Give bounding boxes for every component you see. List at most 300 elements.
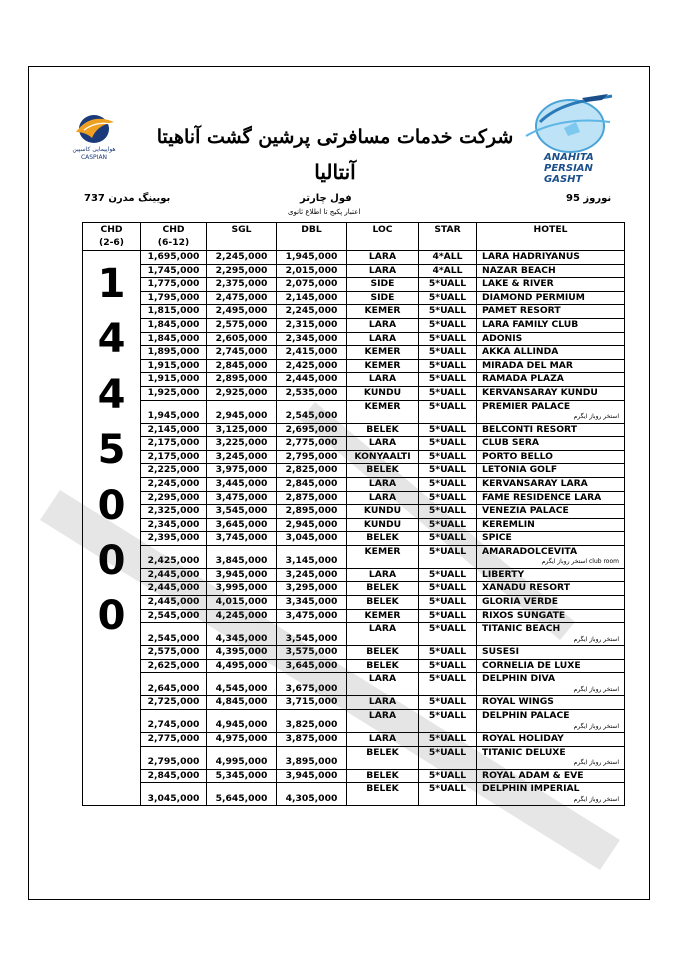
chd-6-12-price: 2,445,000 bbox=[141, 596, 207, 610]
infant-price-digit: 0 bbox=[97, 593, 126, 640]
star-rating: 5*UALL bbox=[419, 423, 477, 437]
table-row bbox=[83, 696, 625, 710]
hotel-name: FAME RESIDENCE LARA bbox=[482, 491, 602, 503]
double-price: 3,675,000 bbox=[277, 673, 347, 696]
chd-6-12-price: 2,775,000 bbox=[141, 733, 207, 747]
double-price: 2,825,000 bbox=[277, 464, 347, 478]
location: LARA bbox=[347, 318, 419, 332]
single-price: 2,475,000 bbox=[207, 291, 277, 305]
location: LARA bbox=[347, 673, 419, 696]
location: KEMER bbox=[347, 400, 419, 423]
star-rating: 4*ALL bbox=[419, 251, 477, 265]
anahita-agency-logo bbox=[520, 92, 620, 185]
star-rating: 5*UALL bbox=[419, 386, 477, 400]
chd-6-12-price: 2,325,000 bbox=[141, 505, 207, 519]
hotel-name-cell bbox=[477, 346, 625, 360]
double-price: 2,845,000 bbox=[277, 477, 347, 491]
chd-6-12-price: 2,295,000 bbox=[141, 491, 207, 505]
double-price: 2,425,000 bbox=[277, 359, 347, 373]
hotel-note: استخر روباز ایگرم bbox=[573, 413, 619, 421]
table-row bbox=[83, 346, 625, 360]
hotel-name: SUSESI bbox=[482, 646, 520, 658]
hotel-name-cell bbox=[477, 646, 625, 660]
chd-6-12-price: 2,745,000 bbox=[141, 710, 207, 733]
chd-6-12-price: 2,545,000 bbox=[141, 623, 207, 646]
location: LARA bbox=[347, 437, 419, 451]
star-rating: 5*UALL bbox=[419, 733, 477, 747]
table-row bbox=[83, 491, 625, 505]
chd-6-12-price: 1,895,000 bbox=[141, 346, 207, 360]
infant-price-digit: 0 bbox=[97, 538, 126, 585]
hotel-name-cell bbox=[477, 696, 625, 710]
star-rating: 5*UALL bbox=[419, 477, 477, 491]
chd-6-12-price: 2,145,000 bbox=[141, 423, 207, 437]
star-rating: 5*UALL bbox=[419, 305, 477, 319]
double-price: 3,295,000 bbox=[277, 582, 347, 596]
table-row bbox=[83, 609, 625, 623]
chd-6-12-price: 2,725,000 bbox=[141, 696, 207, 710]
chd-6-12-price: 1,795,000 bbox=[141, 291, 207, 305]
table-row bbox=[83, 305, 625, 319]
hotel-name: LAKE & RIVER bbox=[482, 278, 554, 290]
table-row bbox=[83, 477, 625, 491]
infant-price-digit: 5 bbox=[97, 427, 126, 474]
star-rating: 5*UALL bbox=[419, 532, 477, 546]
double-price: 2,245,000 bbox=[277, 305, 347, 319]
chd-6-12-price: 2,625,000 bbox=[141, 659, 207, 673]
agency-brand-text: ANAHITA PERSIAN GASHT bbox=[544, 152, 594, 185]
table-row bbox=[83, 673, 625, 696]
single-price: 3,445,000 bbox=[207, 477, 277, 491]
hotel-name: CLUB SERA bbox=[482, 437, 540, 449]
single-price: 3,845,000 bbox=[207, 545, 277, 568]
double-price: 2,345,000 bbox=[277, 332, 347, 346]
airline-name-fa: هواپیمایی کاسپین bbox=[72, 146, 116, 153]
company-title: شرکت خدمات مسافرتی پرشین گشت آناهیتا bbox=[156, 126, 514, 148]
double-price: 3,575,000 bbox=[277, 646, 347, 660]
location: LARA bbox=[347, 332, 419, 346]
location: BELEK bbox=[347, 746, 419, 769]
airline-bird-icon bbox=[66, 112, 122, 146]
single-price: 2,375,000 bbox=[207, 278, 277, 292]
hotel-name: ROYAL WINGS bbox=[482, 696, 554, 708]
hotel-name-cell bbox=[477, 532, 625, 546]
location: BELEK bbox=[347, 423, 419, 437]
location: BELEK bbox=[347, 596, 419, 610]
table-row bbox=[83, 545, 625, 568]
double-price: 3,945,000 bbox=[277, 769, 347, 783]
location: KEMER bbox=[347, 359, 419, 373]
single-price: 4,945,000 bbox=[207, 710, 277, 733]
hotel-name-cell bbox=[477, 264, 625, 278]
table-row bbox=[83, 359, 625, 373]
location: BELEK bbox=[347, 646, 419, 660]
hotel-name: TITANIC BEACH bbox=[482, 623, 561, 635]
location: BELEK bbox=[347, 783, 419, 806]
location: LARA bbox=[347, 710, 419, 733]
hotel-name-cell bbox=[477, 386, 625, 400]
star-rating: 5*UALL bbox=[419, 373, 477, 387]
star-rating: 5*UALL bbox=[419, 746, 477, 769]
double-price: 3,645,000 bbox=[277, 659, 347, 673]
chd-6-12-price: 1,815,000 bbox=[141, 305, 207, 319]
chd-6-12-price: 1,845,000 bbox=[141, 318, 207, 332]
single-price: 2,605,000 bbox=[207, 332, 277, 346]
single-price: 2,925,000 bbox=[207, 386, 277, 400]
hotel-name: RIXOS SUNGATE bbox=[482, 609, 566, 621]
star-rating: 5*UALL bbox=[419, 568, 477, 582]
single-price: 4,995,000 bbox=[207, 746, 277, 769]
chd-6-12-price: 2,175,000 bbox=[141, 450, 207, 464]
hotel-name-cell bbox=[477, 733, 625, 747]
hotel-name: TITANIC DELUXE bbox=[482, 746, 566, 758]
hotel-price-table bbox=[82, 222, 625, 806]
chd-6-12-price: 2,225,000 bbox=[141, 464, 207, 478]
infant-price-cell bbox=[83, 251, 141, 806]
table-row bbox=[83, 450, 625, 464]
single-price: 4,245,000 bbox=[207, 609, 277, 623]
hotel-name: AMARADOLCEVITA bbox=[482, 545, 578, 557]
star-rating: 5*UALL bbox=[419, 518, 477, 532]
hotel-name-cell bbox=[477, 251, 625, 265]
double-price: 2,145,000 bbox=[277, 291, 347, 305]
single-price: 2,495,000 bbox=[207, 305, 277, 319]
star-rating: 5*UALL bbox=[419, 582, 477, 596]
airline-name-en: CASPIAN bbox=[80, 154, 108, 161]
table-row bbox=[83, 733, 625, 747]
table-row bbox=[83, 386, 625, 400]
double-price: 3,045,000 bbox=[277, 532, 347, 546]
double-price: 3,345,000 bbox=[277, 596, 347, 610]
star-rating: 5*UALL bbox=[419, 400, 477, 423]
single-price: 4,395,000 bbox=[207, 646, 277, 660]
table-row bbox=[83, 783, 625, 806]
location: KEMER bbox=[347, 305, 419, 319]
table-row bbox=[83, 518, 625, 532]
single-price: 3,225,000 bbox=[207, 437, 277, 451]
location: KUNDU bbox=[347, 518, 419, 532]
hotel-name-cell bbox=[477, 423, 625, 437]
star-rating: 5*UALL bbox=[419, 346, 477, 360]
hotel-name-cell bbox=[477, 332, 625, 346]
caspian-airline-logo bbox=[66, 112, 122, 162]
hotel-name-cell bbox=[477, 464, 625, 478]
single-price: 4,495,000 bbox=[207, 659, 277, 673]
double-price: 2,015,000 bbox=[277, 264, 347, 278]
hotel-note: استخر روباز ایگرم bbox=[573, 635, 619, 643]
hotel-name: XANADU RESORT bbox=[482, 582, 570, 594]
chd-6-12-price: 2,795,000 bbox=[141, 746, 207, 769]
hotel-name-cell bbox=[477, 659, 625, 673]
hotel-name: DELPHIN DIVA bbox=[482, 673, 556, 685]
table-row bbox=[83, 264, 625, 278]
location: KUNDU bbox=[347, 386, 419, 400]
infant-price-digit: 4 bbox=[97, 371, 126, 418]
hotel-name-cell bbox=[477, 518, 625, 532]
chd-6-12-price: 1,845,000 bbox=[141, 332, 207, 346]
hotel-name-cell bbox=[477, 710, 625, 733]
star-rating: 5*UALL bbox=[419, 437, 477, 451]
single-price: 5,645,000 bbox=[207, 783, 277, 806]
table-row bbox=[83, 278, 625, 292]
star-rating: 5*UALL bbox=[419, 596, 477, 610]
single-price: 2,745,000 bbox=[207, 346, 277, 360]
double-price: 3,895,000 bbox=[277, 746, 347, 769]
hotel-name-cell bbox=[477, 545, 625, 568]
infant-price-digit: 4 bbox=[97, 316, 126, 363]
flight-type-label: فول چارتر bbox=[300, 193, 352, 204]
chd-6-12-price: 2,345,000 bbox=[141, 518, 207, 532]
double-price: 2,075,000 bbox=[277, 278, 347, 292]
hotel-name-cell bbox=[477, 491, 625, 505]
single-price: 2,245,000 bbox=[207, 251, 277, 265]
col-header-dbl: DBL bbox=[277, 223, 347, 251]
location: BELEK bbox=[347, 769, 419, 783]
location: LARA bbox=[347, 568, 419, 582]
location: SIDE bbox=[347, 278, 419, 292]
hotel-name: LARA HADRIYANUS bbox=[482, 251, 580, 262]
infant-price-digit: 1 bbox=[97, 261, 126, 307]
star-rating: 5*UALL bbox=[419, 464, 477, 478]
location: KEMER bbox=[347, 609, 419, 623]
table-row bbox=[83, 505, 625, 519]
hotel-name: SPICE bbox=[482, 532, 512, 544]
hotel-name: ROYAL HOLIDAY bbox=[482, 733, 564, 745]
col-header-star: STAR bbox=[419, 223, 477, 251]
infant-price-digit: 0 bbox=[97, 482, 126, 529]
single-price: 2,945,000 bbox=[207, 400, 277, 423]
col-header-loc: LOC bbox=[347, 223, 419, 251]
location: BELEK bbox=[347, 532, 419, 546]
double-price: 3,475,000 bbox=[277, 609, 347, 623]
table-row bbox=[83, 623, 625, 646]
hotel-name: NAZAR BEACH bbox=[482, 264, 556, 276]
single-price: 3,545,000 bbox=[207, 505, 277, 519]
single-price: 3,975,000 bbox=[207, 464, 277, 478]
hotel-name-cell bbox=[477, 305, 625, 319]
double-price: 3,715,000 bbox=[277, 696, 347, 710]
single-price: 3,645,000 bbox=[207, 518, 277, 532]
chd-6-12-price: 1,915,000 bbox=[141, 359, 207, 373]
chd-6-12-price: 1,925,000 bbox=[141, 386, 207, 400]
double-price: 3,145,000 bbox=[277, 545, 347, 568]
single-price: 2,895,000 bbox=[207, 373, 277, 387]
chd-6-12-price: 2,575,000 bbox=[141, 646, 207, 660]
location: LARA bbox=[347, 733, 419, 747]
double-price: 2,945,000 bbox=[277, 518, 347, 532]
star-rating: 5*UALL bbox=[419, 696, 477, 710]
single-price: 2,575,000 bbox=[207, 318, 277, 332]
hotel-name-cell bbox=[477, 291, 625, 305]
hotel-name-cell bbox=[477, 568, 625, 582]
double-price: 2,795,000 bbox=[277, 450, 347, 464]
star-rating: 5*UALL bbox=[419, 623, 477, 646]
star-rating: 4*ALL bbox=[419, 264, 477, 278]
chd-6-12-price: 1,695,000 bbox=[141, 251, 207, 265]
table-row bbox=[83, 251, 625, 265]
chd-6-12-price: 2,445,000 bbox=[141, 582, 207, 596]
single-price: 4,545,000 bbox=[207, 673, 277, 696]
location: SIDE bbox=[347, 291, 419, 305]
table-row bbox=[83, 423, 625, 437]
single-price: 3,745,000 bbox=[207, 532, 277, 546]
location: BELEK bbox=[347, 659, 419, 673]
star-rating: 5*UALL bbox=[419, 278, 477, 292]
table-row bbox=[83, 400, 625, 423]
globe-plane-icon bbox=[520, 92, 620, 154]
chd-6-12-price: 2,425,000 bbox=[141, 545, 207, 568]
table-row bbox=[83, 291, 625, 305]
hotel-name-cell bbox=[477, 746, 625, 769]
chd-6-12-price: 1,775,000 bbox=[141, 278, 207, 292]
hotel-name-cell bbox=[477, 359, 625, 373]
hotel-name-cell bbox=[477, 400, 625, 423]
col-header-chd-2-6: CHD (2-6) bbox=[83, 223, 141, 251]
hotel-name: KEREMLIN bbox=[482, 518, 535, 530]
hotel-name-cell bbox=[477, 505, 625, 519]
location: KUNDU bbox=[347, 505, 419, 519]
star-rating: 5*UALL bbox=[419, 359, 477, 373]
chd-6-12-price: 1,915,000 bbox=[141, 373, 207, 387]
star-rating: 5*UALL bbox=[419, 450, 477, 464]
hotel-name: AKKA ALLINDA bbox=[482, 346, 559, 358]
hotel-name-cell bbox=[477, 783, 625, 806]
hotel-name: DELPHIN PALACE bbox=[482, 710, 570, 722]
hotel-name-cell bbox=[477, 596, 625, 610]
location: KEMER bbox=[347, 346, 419, 360]
table-row bbox=[83, 464, 625, 478]
star-rating: 5*UALL bbox=[419, 673, 477, 696]
hotel-name: CORNELIA DE LUXE bbox=[482, 659, 581, 671]
double-price: 2,895,000 bbox=[277, 505, 347, 519]
single-price: 4,845,000 bbox=[207, 696, 277, 710]
table-row bbox=[83, 710, 625, 733]
location: KEMER bbox=[347, 545, 419, 568]
location: LARA bbox=[347, 373, 419, 387]
table-row bbox=[83, 318, 625, 332]
hotel-note: استخر روباز ایگرم bbox=[573, 795, 619, 803]
double-price: 2,315,000 bbox=[277, 318, 347, 332]
star-rating: 5*UALL bbox=[419, 769, 477, 783]
hotel-name: DIAMOND PERMIUM bbox=[482, 291, 585, 303]
chd-6-12-price: 2,545,000 bbox=[141, 609, 207, 623]
hotel-name-cell bbox=[477, 609, 625, 623]
double-price: 2,775,000 bbox=[277, 437, 347, 451]
hotel-name-cell bbox=[477, 437, 625, 451]
single-price: 4,975,000 bbox=[207, 733, 277, 747]
double-price: 2,545,000 bbox=[277, 400, 347, 423]
hotel-name: GLORIA VERDE bbox=[482, 596, 559, 608]
hotel-name: BELCONTI RESORT bbox=[482, 423, 577, 435]
chd-6-12-price: 2,645,000 bbox=[141, 673, 207, 696]
double-price: 3,245,000 bbox=[277, 568, 347, 582]
double-price: 4,305,000 bbox=[277, 783, 347, 806]
location: BELEK bbox=[347, 464, 419, 478]
table-row bbox=[83, 373, 625, 387]
star-rating: 5*UALL bbox=[419, 710, 477, 733]
hotel-name-cell bbox=[477, 450, 625, 464]
table-header-row bbox=[83, 223, 625, 251]
hotel-name: MIRADA DEL MAR bbox=[482, 359, 573, 371]
destination-title: آنتالیا bbox=[314, 160, 356, 184]
location: BELEK bbox=[347, 582, 419, 596]
double-price: 3,875,000 bbox=[277, 733, 347, 747]
hotel-name: KERVANSARAY KUNDU bbox=[482, 386, 598, 398]
table-row bbox=[83, 646, 625, 660]
single-price: 5,345,000 bbox=[207, 769, 277, 783]
star-rating: 5*UALL bbox=[419, 659, 477, 673]
chd-6-12-price: 2,245,000 bbox=[141, 477, 207, 491]
star-rating: 5*UALL bbox=[419, 291, 477, 305]
double-price: 2,875,000 bbox=[277, 491, 347, 505]
single-price: 3,475,000 bbox=[207, 491, 277, 505]
double-price: 1,945,000 bbox=[277, 251, 347, 265]
table-row bbox=[83, 582, 625, 596]
location: KONYAALTI bbox=[347, 450, 419, 464]
hotel-note: استخر روباز ایگرم bbox=[573, 722, 619, 730]
single-price: 3,125,000 bbox=[207, 423, 277, 437]
location: LARA bbox=[347, 696, 419, 710]
single-price: 4,345,000 bbox=[207, 623, 277, 646]
hotel-name: LIBERTY bbox=[482, 568, 525, 580]
chd-6-12-price: 2,445,000 bbox=[141, 568, 207, 582]
single-price: 2,845,000 bbox=[207, 359, 277, 373]
star-rating: 5*UALL bbox=[419, 646, 477, 660]
hotel-name: PAMET RESORT bbox=[482, 305, 561, 317]
star-rating: 5*UALL bbox=[419, 491, 477, 505]
aircraft-label: بویینگ مدرن 737 bbox=[84, 193, 171, 204]
table-row bbox=[83, 746, 625, 769]
chd-6-12-price: 2,845,000 bbox=[141, 769, 207, 783]
double-price: 2,535,000 bbox=[277, 386, 347, 400]
single-price: 3,995,000 bbox=[207, 582, 277, 596]
chd-6-12-price: 2,395,000 bbox=[141, 532, 207, 546]
location: LARA bbox=[347, 491, 419, 505]
hotel-name: KERVANSARAY LARA bbox=[482, 477, 588, 489]
double-price: 2,445,000 bbox=[277, 373, 347, 387]
validity-note: اعتبار پکیج تا اطلاع ثانوی bbox=[288, 208, 361, 216]
single-price: 2,295,000 bbox=[207, 264, 277, 278]
single-price: 3,945,000 bbox=[207, 568, 277, 582]
table-row bbox=[83, 659, 625, 673]
hotel-name-cell bbox=[477, 278, 625, 292]
hotel-name-cell bbox=[477, 582, 625, 596]
star-rating: 5*UALL bbox=[419, 545, 477, 568]
double-price: 2,695,000 bbox=[277, 423, 347, 437]
table-row bbox=[83, 532, 625, 546]
single-price: 4,015,000 bbox=[207, 596, 277, 610]
chd-6-12-price: 1,745,000 bbox=[141, 264, 207, 278]
table-row bbox=[83, 568, 625, 582]
hotel-name: ROYAL ADAM & EVE bbox=[482, 769, 584, 781]
table-row bbox=[83, 437, 625, 451]
star-rating: 5*UALL bbox=[419, 318, 477, 332]
hotel-note: استخر روباز ایگرم bbox=[573, 686, 619, 694]
chd-6-12-price: 3,045,000 bbox=[141, 783, 207, 806]
hotel-name: RAMADA PLAZA bbox=[482, 373, 564, 385]
table-row bbox=[83, 596, 625, 610]
location: LARA bbox=[347, 477, 419, 491]
chd-6-12-price: 2,175,000 bbox=[141, 437, 207, 451]
star-rating: 5*UALL bbox=[419, 783, 477, 806]
star-rating: 5*UALL bbox=[419, 332, 477, 346]
hotel-name-cell bbox=[477, 673, 625, 696]
chd-6-12-price: 1,945,000 bbox=[141, 400, 207, 423]
hotel-name-cell bbox=[477, 373, 625, 387]
hotel-note: club room استخر روباز ایگرم bbox=[541, 558, 619, 566]
hotel-name: VENEZIA PALACE bbox=[482, 505, 569, 517]
hotel-name-cell bbox=[477, 477, 625, 491]
